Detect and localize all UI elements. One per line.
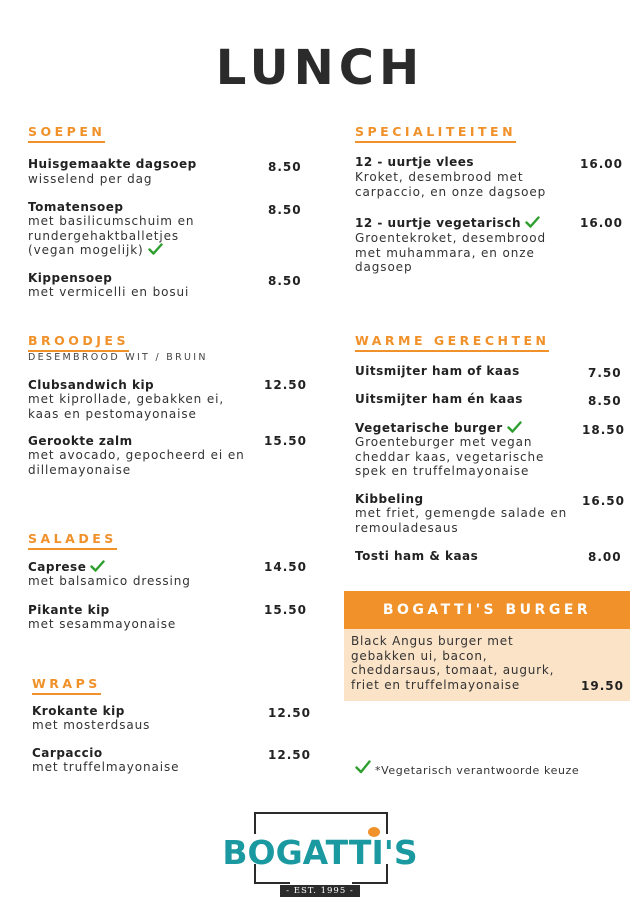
- section-heading-warme-gerechten: WARME GERECHTEN: [355, 333, 549, 352]
- menu-item-price: 16.00: [580, 216, 623, 230]
- menu-item-price: 8.50: [268, 274, 302, 288]
- menu-item-price: 12.50: [264, 378, 307, 392]
- menu-item-price: 8.00: [588, 550, 622, 564]
- burger-heading: BOGATTI'S BURGER: [344, 591, 630, 629]
- menu-item-desc: met kiprollade, gebakken ei, kaas en pestomayonaise: [28, 392, 225, 421]
- section-subheading-broodjes: DESEMBROOD WIT / BRUIN: [28, 352, 208, 363]
- menu-item-desc: met truffelmayonaise: [32, 760, 180, 774]
- menu-item-price: 8.50: [268, 203, 302, 217]
- logo-est: - EST. 1995 -: [0, 878, 640, 897]
- menu-item-price: 18.50: [582, 423, 625, 437]
- section-heading-broodjes: BROODJES: [28, 333, 129, 352]
- burger-desc: Black Angus burger met gebakken ui, bacon, cheddarsaus, tomaat, augurk, friet en truffelmayonaise: [351, 634, 555, 692]
- menu-item-name: Tomatensoep: [28, 200, 124, 214]
- menu-item-desc: Groentekroket, desembrood met muhammara, en onze dagsoep: [355, 231, 546, 274]
- menu-item-price: 7.50: [588, 366, 622, 380]
- menu-item-desc: met basilicumschuim en rundergehaktballetjes (vegan mogelijk): [28, 214, 195, 257]
- section-heading-salades: SALADES: [28, 531, 117, 550]
- menu-item-desc: wisselend per dag: [28, 172, 153, 186]
- menu-item-name: Uitsmijter ham én kaas: [355, 392, 523, 406]
- burger-price: 19.50: [581, 679, 624, 693]
- menu-item-price: 12.50: [268, 748, 311, 762]
- menu-item-name: Clubsandwich kip: [28, 378, 155, 392]
- menu-item-name: Kippensoep: [28, 271, 113, 285]
- menu-item-name: Gerookte zalm: [28, 434, 133, 448]
- menu-item-desc: Kroket, desembrood met carpaccio, en onze dagsoep: [355, 170, 547, 199]
- menu-item-name: Uitsmijter ham of kaas: [355, 364, 520, 378]
- menu-item-desc: Groenteburger met vegan cheddar kaas, vegetarische spek en truffelmayonaise: [355, 435, 545, 478]
- menu-item-price: 14.50: [264, 560, 307, 574]
- menu-item-name: Vegetarische burger: [355, 421, 522, 436]
- vegetarian-check-icon: [148, 243, 163, 255]
- menu-item-name: Carpaccio: [32, 746, 103, 760]
- menu-item-desc: met sesammayonaise: [28, 617, 177, 631]
- menu-item-price: 8.50: [268, 160, 302, 174]
- menu-item-price: 16.50: [582, 494, 625, 508]
- vegetarian-check-icon: [525, 216, 540, 228]
- section-heading-soepen: SOEPEN: [28, 124, 105, 143]
- menu-item-name: Caprese: [28, 560, 105, 575]
- vegetarian-check-icon: [90, 560, 105, 572]
- menu-item-name: Krokante kip: [32, 704, 125, 718]
- menu-item-price: 15.50: [264, 434, 307, 448]
- menu-item-name: 12 - uurtje vegetarisch: [355, 216, 540, 231]
- menu-item-price: 8.50: [588, 394, 622, 408]
- menu-item-name: Pikante kip: [28, 603, 110, 617]
- section-heading-wraps: WRAPS: [32, 676, 101, 695]
- page-title: LUNCH: [215, 40, 425, 96]
- section-heading-specialiteiten: SPECIALITEITEN: [355, 124, 516, 143]
- menu-item-desc: met friet, gemengde salade en remouladesaus: [355, 506, 568, 535]
- menu-item-desc: met avocado, gepocheerd ei en dillemayonaise: [28, 448, 245, 477]
- menu-item-desc: met vermicelli en bosui: [28, 285, 190, 299]
- menu-item-name: Huisgemaakte dagsoep: [28, 157, 197, 171]
- vegetarian-check-icon: [507, 421, 522, 433]
- menu-item-price: 12.50: [268, 706, 311, 720]
- menu-item-name: 12 - uurtje vlees: [355, 155, 475, 169]
- logo-wordmark: BOGATTI'S: [222, 833, 418, 872]
- menu-item-name: Kibbeling: [355, 492, 424, 506]
- menu-item-price: 15.50: [264, 603, 307, 617]
- menu-item-desc: met mosterdsaus: [32, 718, 151, 732]
- vegetarian-check-icon: [355, 760, 371, 774]
- menu-item-price: 16.00: [580, 157, 623, 171]
- menu-item-desc: met balsamico dressing: [28, 574, 191, 588]
- footnote: *Vegetarisch verantwoorde keuze: [375, 764, 580, 777]
- menu-item-name: Tosti ham & kaas: [355, 549, 479, 563]
